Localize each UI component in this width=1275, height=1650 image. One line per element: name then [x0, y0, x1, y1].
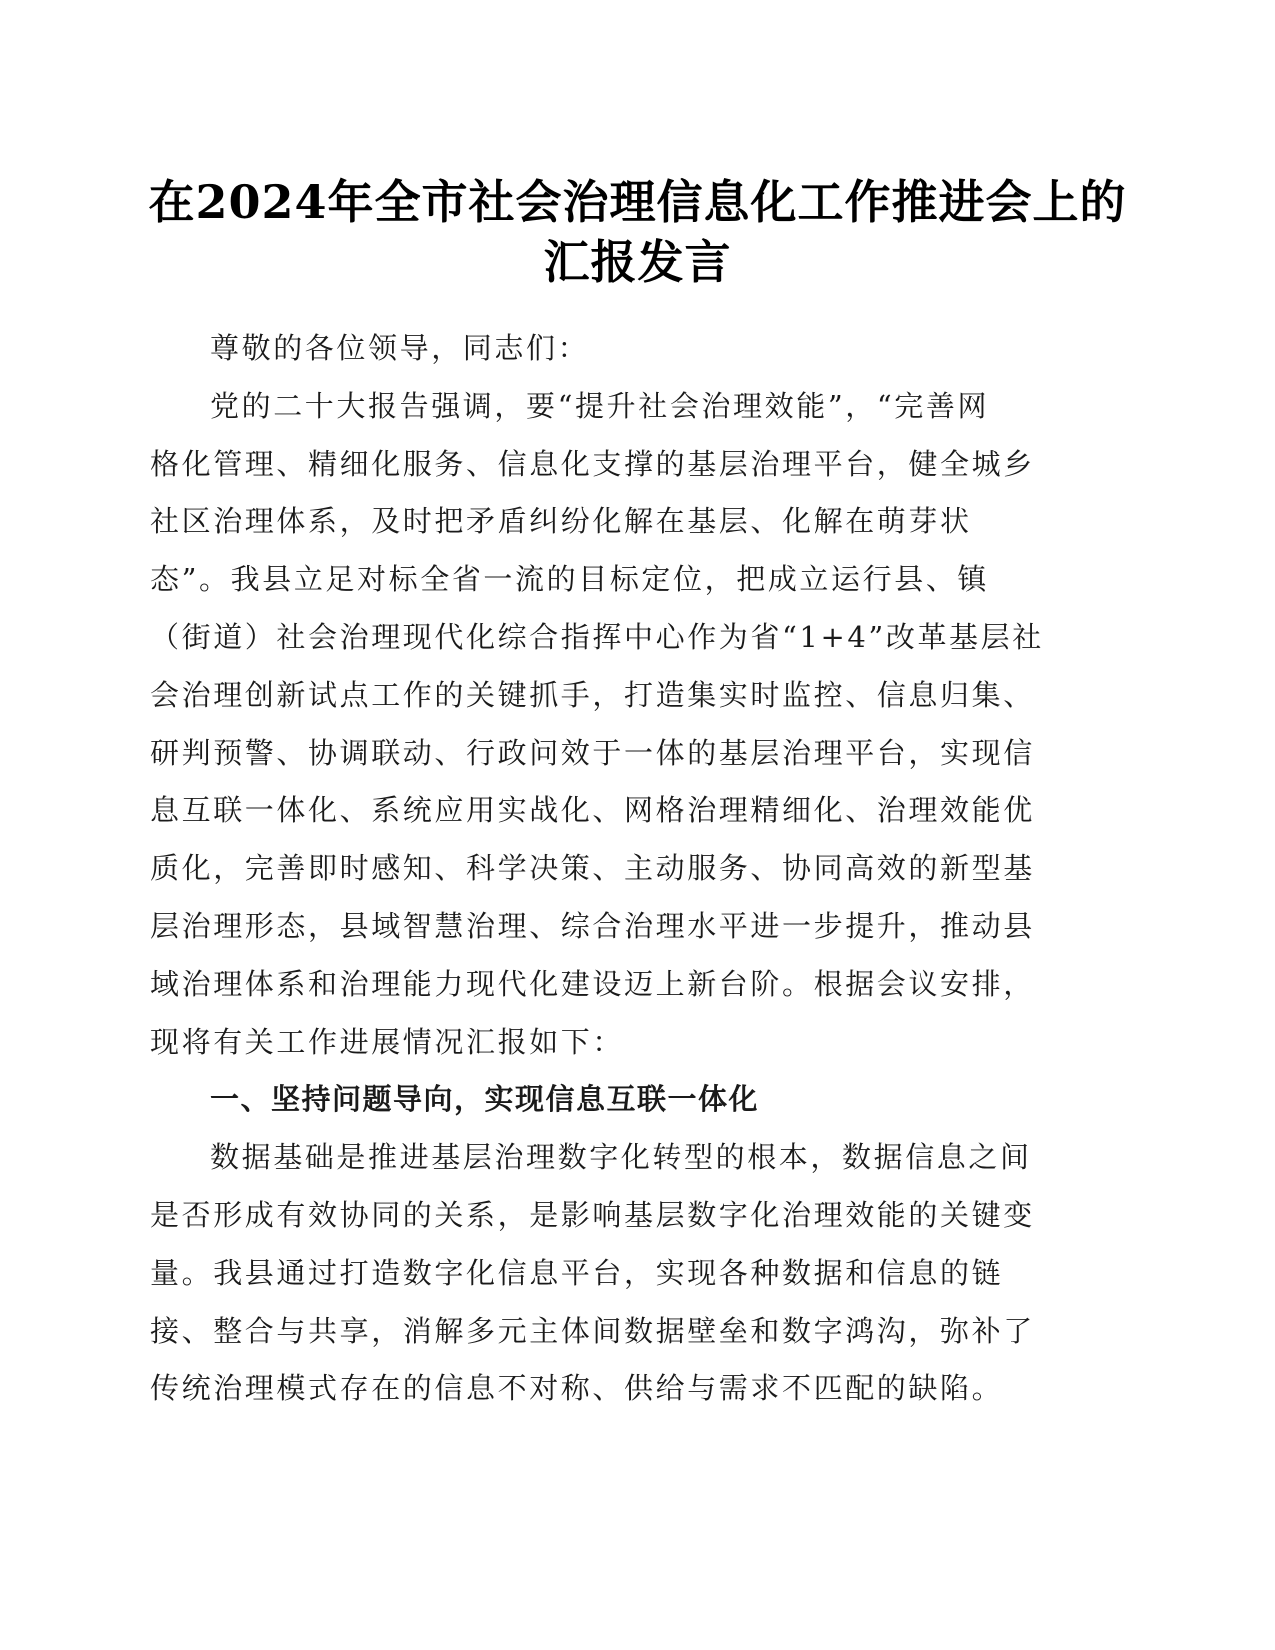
paragraph-line: 接、整合与共享，消解多元主体间数据壁垒和数字鸿沟，弥补了 [150, 1313, 1035, 1348]
paragraph-line: 数据基础是推进基层治理数字化转型的根本，数据信息之间 [210, 1140, 1032, 1175]
paragraph-line: （街道）社会治理现代化综合指挥中心作为省“1+4”改革基层社 [150, 619, 1044, 654]
salutation: 尊敬的各位领导，同志们： [210, 331, 590, 365]
paragraph-line: 研判预警、协调联动、行政问效于一体的基层治理平台，实现信 [150, 735, 1035, 770]
paragraph-line: 是否形成有效协同的关系，是影响基层数字化治理效能的关键变 [150, 1197, 1035, 1232]
paragraph-line: 域治理体系和治理能力现代化建设迈上新台阶。根据会议安排， [150, 966, 1035, 1001]
section-heading: 一、坚持问题导向，实现信息互联一体化 [210, 1082, 760, 1117]
paragraph-line: 会治理创新试点工作的关键抓手，打造集实时监控、信息归集、 [150, 677, 1035, 712]
paragraph-line: 格化管理、精细化服务、信息化支撑的基层治理平台，健全城乡 [150, 446, 1035, 481]
paragraph-line: 态”。我县立足对标全省一流的目标定位，把成立运行县、镇 [150, 562, 990, 597]
document-body [150, 320, 1100, 1418]
document-title [140, 172, 1135, 292]
paragraph-line: 量。我县通过打造数字化信息平台，实现各种数据和信息的链 [150, 1255, 1004, 1290]
paragraph-line: 社区治理体系，及时把矛盾纠纷化解在基层、化解在萌芽状 [150, 504, 972, 539]
paragraph-line: 传统治理模式存在的信息不对称、供给与需求不匹配的缺陷。 [150, 1371, 1004, 1406]
paragraph-line: 息互联一体化、系统应用实战化、网格治理精细化、治理效能优 [150, 793, 1035, 828]
title-line: 汇报发言 [543, 235, 732, 289]
paragraph-line: 现将有关工作进展情况汇报如下： [150, 1024, 625, 1059]
paragraph-line: 层治理形态，县域智慧治理、综合治理水平进一步提升，推动县 [150, 908, 1035, 943]
paragraph-line: 党的二十大报告强调，要“提升社会治理效能”，“完善网 [210, 388, 990, 423]
paragraph-line: 质化，完善即时感知、科学决策、主动服务、协同高效的新型基 [150, 851, 1035, 886]
title-line: 在2024年全市社会治理信息化工作推进会上的 [148, 175, 1127, 229]
